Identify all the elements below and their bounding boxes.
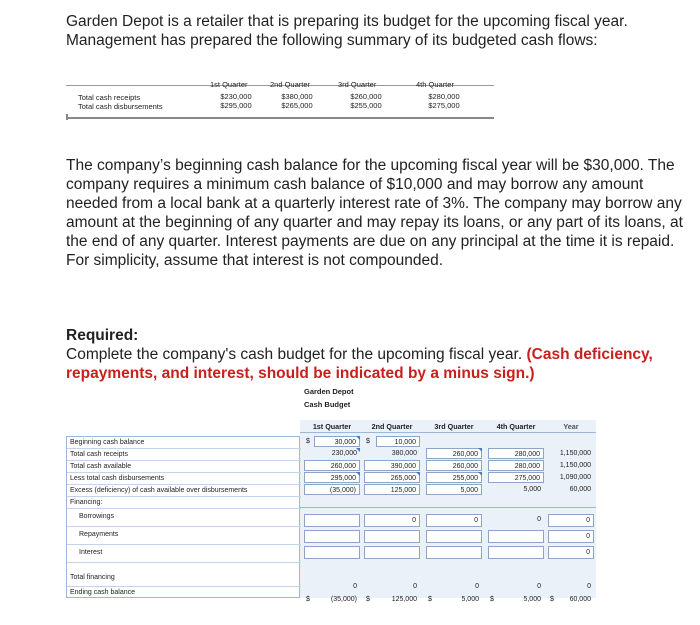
q1-receipts: 230,000 bbox=[331, 450, 357, 457]
row-label-excess: Excess (deficiency) of cash available over disbursements bbox=[67, 485, 301, 497]
q3-repayments-input[interactable] bbox=[426, 530, 482, 543]
summary-cell: $275,000 bbox=[428, 101, 460, 110]
q1-total-financing: 0 bbox=[353, 583, 357, 590]
intro-text: Garden Depot is a retailer that is preparing its budget for the upcoming fiscal year. Management has prepared the following summary of its budgeted cash flows: bbox=[66, 13, 628, 49]
q2-beginning-input[interactable]: 10,000 bbox=[376, 436, 420, 447]
row-label-disbursements: Less total cash disbursements bbox=[67, 473, 301, 485]
q4-disburse-input[interactable]: 275,000 bbox=[488, 472, 544, 483]
q2-ending: 125,000 bbox=[391, 596, 417, 603]
row-label-ending: Ending cash balance bbox=[70, 589, 135, 596]
q2-excess-input[interactable]: 125,000 bbox=[364, 484, 420, 495]
q3-disburse-input[interactable]: 255,000 bbox=[426, 472, 482, 483]
q1-available-input[interactable]: 260,000 bbox=[304, 460, 360, 471]
header-rule bbox=[300, 432, 596, 433]
summary-cell: $280,000 bbox=[428, 92, 460, 101]
answer-marker-icon bbox=[356, 448, 360, 452]
summary-cell: $265,000 bbox=[281, 101, 313, 110]
q4-excess: 5,000 bbox=[523, 486, 541, 493]
row-label-borrowings: Borrowings bbox=[67, 509, 301, 527]
year-borrowings-input[interactable]: 0 bbox=[548, 514, 594, 527]
year-ending: 60,000 bbox=[569, 596, 591, 603]
q3-borrowings-input[interactable]: 0 bbox=[426, 514, 482, 527]
row-label-total-financing: Total financing bbox=[67, 563, 301, 587]
budget-company: Garden Depot bbox=[304, 387, 354, 396]
q4-repayments-input[interactable] bbox=[488, 530, 544, 543]
row-label-repayments: Repayments bbox=[67, 527, 301, 545]
year-receipts: 1,150,000 bbox=[559, 450, 591, 457]
dollar-sign: $ bbox=[366, 596, 370, 603]
q2-available-input[interactable]: 390,000 bbox=[364, 460, 420, 471]
summary-header-q2: 2nd Quarter bbox=[270, 80, 311, 89]
answer-marker-icon bbox=[478, 448, 482, 452]
q1-interest-input[interactable] bbox=[304, 546, 360, 559]
summary-row-label: Total cash disbursements bbox=[78, 102, 163, 111]
required-text: Complete the company's cash budget for the upcoming fiscal year. bbox=[66, 346, 523, 363]
q4-ending: 5,000 bbox=[523, 596, 541, 603]
dollar-sign: $ bbox=[306, 438, 310, 445]
summary-row-label: Total cash receipts bbox=[78, 93, 141, 102]
row-label-financing: Financing: bbox=[67, 497, 301, 509]
row-label-beginning: Beginning cash balance bbox=[67, 437, 301, 449]
answer-marker-icon bbox=[416, 472, 420, 476]
budget-title: Cash Budget bbox=[304, 400, 351, 409]
q2-disburse-input[interactable]: 265,000 bbox=[364, 472, 420, 483]
summary-header-q4: 4th Quarter bbox=[416, 80, 454, 89]
q4-receipts-input[interactable]: 280,000 bbox=[488, 448, 544, 459]
year-excess: 60,000 bbox=[569, 486, 591, 493]
col-header-q3: 3rd Quarter bbox=[434, 422, 474, 431]
answer-marker-icon bbox=[356, 436, 360, 440]
q3-ending: 5,000 bbox=[461, 596, 479, 603]
label-column bbox=[66, 436, 300, 598]
q2-interest-input[interactable] bbox=[364, 546, 420, 559]
q2-borrowings-input[interactable]: 0 bbox=[364, 514, 420, 527]
col-header-q1: 1st Quarter bbox=[312, 422, 352, 431]
summary-cell: $255,000 bbox=[350, 101, 382, 110]
summary-header-q3: 3rd Quarter bbox=[338, 80, 377, 89]
col-header-q2: 2nd Quarter bbox=[371, 422, 413, 431]
answer-marker-icon bbox=[478, 472, 482, 476]
q2-repayments-input[interactable] bbox=[364, 530, 420, 543]
summary-cell: $295,000 bbox=[220, 101, 252, 110]
year-repayments-input[interactable]: 0 bbox=[548, 530, 594, 543]
q1-repayments-input[interactable] bbox=[304, 530, 360, 543]
summary-header-q1: 1st Quarter bbox=[210, 80, 248, 89]
summary-cell: $260,000 bbox=[350, 92, 382, 101]
year-available: 1,150,000 bbox=[559, 462, 591, 469]
year-interest-input[interactable]: 0 bbox=[548, 546, 594, 559]
cash-budget-worksheet bbox=[66, 384, 596, 614]
summary-cell: $230,000 bbox=[220, 92, 252, 101]
q4-total-financing: 0 bbox=[537, 583, 541, 590]
answer-marker-icon bbox=[356, 472, 360, 476]
summary-cell: $380,000 bbox=[281, 92, 313, 101]
q1-excess-input[interactable]: (35,000) bbox=[304, 484, 360, 495]
q1-beginning-input[interactable]: 30,000 bbox=[314, 436, 360, 447]
col-header-q4: 4th Quarter bbox=[496, 422, 536, 431]
dollar-sign: $ bbox=[306, 596, 310, 603]
dollar-sign: $ bbox=[490, 596, 494, 603]
year-disburse: 1,090,000 bbox=[559, 474, 591, 481]
q3-total-financing: 0 bbox=[475, 583, 479, 590]
q3-interest-input[interactable] bbox=[426, 546, 482, 559]
dollar-sign: $ bbox=[428, 596, 432, 603]
summary-bottom-rule bbox=[66, 117, 494, 119]
q4-interest-input[interactable] bbox=[488, 546, 544, 559]
q2-total-financing: 0 bbox=[413, 583, 417, 590]
row-label-interest: Interest bbox=[67, 545, 301, 563]
required-note: (Cash deficiency, repayments, and interest, should be indicated by a minus sign.) bbox=[66, 346, 653, 382]
financing-rule bbox=[300, 507, 596, 508]
q3-available-input[interactable]: 260,000 bbox=[426, 460, 482, 471]
row-label-available: Total cash available bbox=[67, 461, 301, 473]
problem-paragraph: The company’s beginning cash balance for the upcoming fiscal year will be $30,000. The company requires a minimum cash balance of $10,000 and may borrow any amount needed from a local bank at a quarterly interest rate of 3%. The company may borrow any amount at the beginning of any quarter and may repay its loans, or any part of its loans, at the end of any quarter. Interest payments are due on any principal at the time it is repaid. For simplicity, assume that interest is not compounded. bbox=[66, 157, 683, 269]
summary-left-mark bbox=[66, 114, 68, 120]
q1-ending: (35,000) bbox=[330, 596, 357, 603]
dollar-sign: $ bbox=[550, 596, 554, 603]
q1-borrowings-input[interactable] bbox=[304, 514, 360, 527]
row-label-receipts: Total cash receipts bbox=[67, 449, 301, 461]
q4-borrowings: 0 bbox=[537, 516, 541, 523]
q3-receipts-input[interactable]: 260,000 bbox=[426, 448, 482, 459]
dollar-sign: $ bbox=[366, 438, 370, 445]
required-heading: Required: bbox=[66, 327, 139, 344]
required-section bbox=[66, 326, 692, 383]
q3-excess-input[interactable]: 5,000 bbox=[426, 484, 482, 495]
q4-available-input[interactable]: 280,000 bbox=[488, 460, 544, 471]
col-header-year: Year bbox=[563, 422, 579, 431]
q1-disburse-input[interactable]: 295,000 bbox=[304, 472, 360, 483]
q2-receipts: 380,000 bbox=[391, 450, 417, 457]
year-total-financing: 0 bbox=[587, 583, 591, 590]
